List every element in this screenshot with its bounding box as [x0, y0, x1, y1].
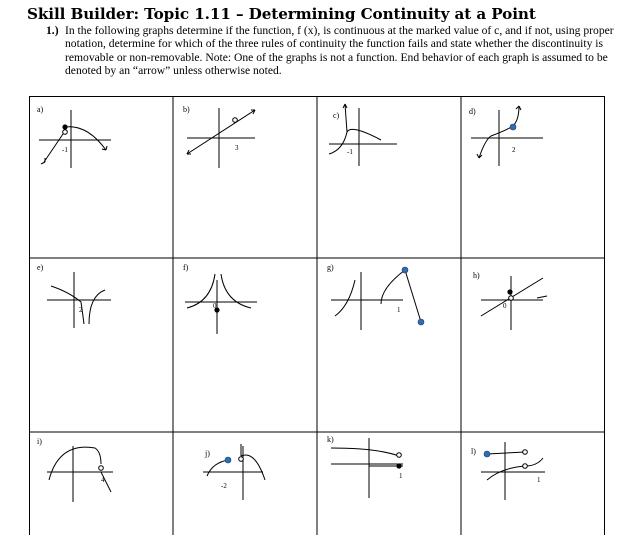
- curve-left: [49, 447, 101, 480]
- graph-e-label: e): [37, 263, 44, 272]
- graph-j-label: j): [205, 449, 210, 458]
- open-point: [63, 130, 68, 135]
- open-point-top: [523, 450, 528, 455]
- graph-i-c-value: 4: [101, 476, 105, 484]
- curve-right: [89, 290, 105, 324]
- graph-b-c-value: 3: [235, 144, 239, 152]
- graph-g-c-value: 1: [397, 306, 401, 314]
- open-point: [239, 457, 244, 462]
- closed-point-bottom: [418, 319, 424, 325]
- curve-upper-right: [381, 270, 405, 304]
- segment: [487, 452, 525, 454]
- curve-left: [335, 280, 355, 316]
- graph-d-c-value: 2: [512, 146, 516, 154]
- worksheet-title: Skill Builder: Topic 1.11 – Determining Continuity at a Point: [27, 5, 536, 23]
- open-point: [509, 296, 514, 301]
- graph-c-label: c): [333, 111, 340, 120]
- graph-f-c-value: 0: [213, 302, 217, 310]
- curve-left: [329, 132, 347, 154]
- graph-a-c-value: -1: [62, 146, 68, 154]
- graph-e-c-value: 2: [79, 306, 83, 314]
- graph-j-c-value: -2: [221, 482, 227, 490]
- curve-left: [51, 286, 84, 324]
- graph-l-c-value: 1: [537, 476, 541, 484]
- problem-instructions: [46, 24, 626, 78]
- curve: [487, 458, 543, 480]
- graph-l: [471, 442, 545, 500]
- problem-text: In the following graphs determine if the function, f (x), is continuous at the marked value of c, and if not, using proper notation, determine for which of the three rules of continuity the function fails and state whether the discontinuity is removable or non-removable. Note: One of the graphs is not a function. End behavior of each graph is assumed to be denoted by an “arrow” unless otherwise noted.: [65, 24, 614, 78]
- closed-point: [62, 124, 67, 129]
- graph-g-label: g): [327, 263, 334, 272]
- curve-right: [345, 104, 381, 140]
- graph-e: [37, 263, 111, 328]
- closed-point: [225, 457, 231, 463]
- open-point-bottom: [523, 464, 528, 469]
- graph-f: [183, 263, 257, 334]
- graph-b-label: b): [183, 105, 190, 114]
- segment-right: [405, 270, 421, 322]
- open-point: [99, 466, 104, 471]
- open-point: [397, 453, 402, 458]
- graph-a: [37, 105, 111, 168]
- graph-h: [473, 271, 547, 330]
- graph-d-label: d): [469, 107, 476, 116]
- curve-right: [221, 274, 251, 308]
- graph-d: [469, 106, 543, 166]
- graph-i-label: i): [37, 437, 42, 446]
- graph-c-c-value: -1: [347, 148, 353, 156]
- line: [187, 110, 255, 154]
- graph-g: [327, 263, 424, 330]
- closed-point: [484, 451, 490, 457]
- curve-right: [241, 455, 265, 480]
- curve: [331, 448, 399, 456]
- curve-left: [187, 274, 215, 308]
- graph-h-label: h): [473, 271, 480, 280]
- graph-grid: [29, 96, 605, 535]
- closed-point: [510, 124, 516, 130]
- graph-j: [203, 444, 265, 500]
- graph-k-c-value: 1: [399, 472, 403, 480]
- graph-k: [327, 435, 403, 498]
- closed-point-top: [402, 267, 408, 273]
- open-point: [233, 118, 238, 123]
- problem-number: 1.): [46, 24, 59, 37]
- graph-a-label: a): [37, 105, 44, 114]
- graph-f-label: f): [183, 263, 189, 272]
- closed-point: [507, 289, 512, 294]
- graph-i: [37, 437, 113, 502]
- graph-h-c-value: 0: [503, 302, 507, 310]
- closed-point: [396, 463, 401, 468]
- graph-c: [329, 104, 397, 166]
- curve-left: [207, 460, 229, 476]
- graph-b: [183, 105, 255, 168]
- graph-l-label: l): [471, 447, 476, 456]
- graph-k-label: k): [327, 435, 334, 444]
